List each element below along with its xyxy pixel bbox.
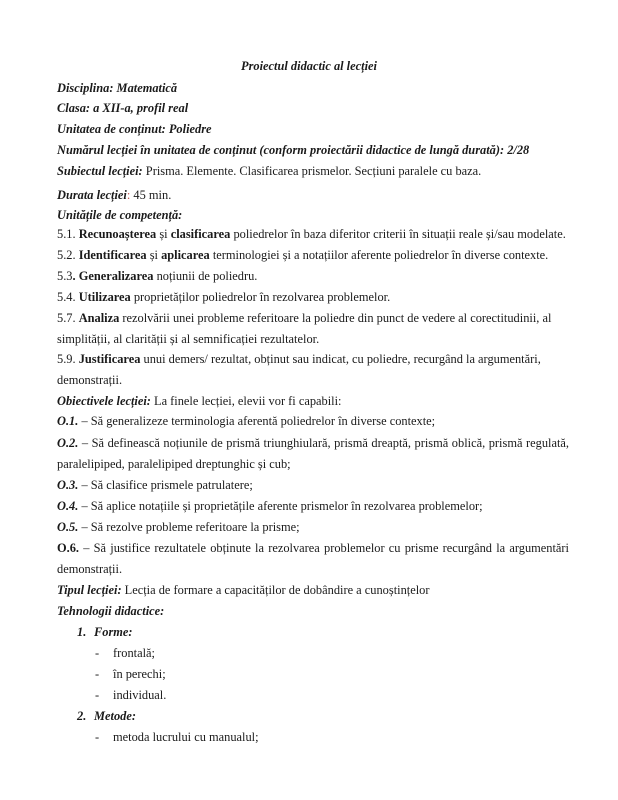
objectives-label: Obiectivele lecției: xyxy=(57,394,151,408)
lesson-duration xyxy=(57,187,171,203)
competence-text: unui demers/ rezultat, obținut sau indicat, cu poliedre, recurgând la argumentări, xyxy=(140,352,541,366)
objective-item xyxy=(57,498,483,514)
list-item: metoda lucrului cu manualul; xyxy=(113,730,259,744)
group-label-methods: Metode: xyxy=(94,709,136,723)
objectives-intro-text: La finele lecției, elevii vor fi capabili: xyxy=(150,394,342,408)
technologies-heading: Tehnologii didactice: xyxy=(57,604,165,618)
objective-item xyxy=(57,413,435,429)
field-class: Clasa: a XII-a, profil real xyxy=(57,101,189,115)
field-content-unit: Unitatea de conținut: Poliedre xyxy=(57,122,212,136)
objective-item xyxy=(57,435,569,451)
field-discipline: Disciplina: Matematică xyxy=(57,81,178,95)
competence-text: proprietăților poliedrelor în rezolvarea problemelor. xyxy=(130,290,391,304)
lesson-duration-value: 45 min. xyxy=(130,188,172,202)
competence-text: și xyxy=(156,227,171,241)
bullet-dash: - xyxy=(95,730,100,744)
objective-text: – Să clasifice prismele patrulatere; xyxy=(78,478,253,492)
lesson-type-value: Lecția de formare a capacităților de dobândire a cunoștințelor xyxy=(121,583,430,597)
objective-item xyxy=(57,540,569,556)
competence-number: 5.3 xyxy=(57,269,73,283)
competence-number: 5.2. xyxy=(57,248,79,262)
objective-code: O.2. xyxy=(57,436,79,450)
competence-number: 5.4. xyxy=(57,290,79,304)
bullet-dash: - xyxy=(95,646,100,660)
list-item: frontală; xyxy=(113,646,155,660)
document-title: Proiectul didactic al lecției xyxy=(241,59,377,73)
competence-continuation: demonstrații. xyxy=(57,373,123,387)
competence-item xyxy=(57,351,541,367)
competence-number: 5.1. xyxy=(57,227,79,241)
competence-text: noțiunii de poliedru. xyxy=(153,269,258,283)
list-item: în perechi; xyxy=(113,667,166,681)
competence-text: rezolvării unei probleme referitoare la poliedre din punct de vedere al corectitudinii, al xyxy=(119,311,552,325)
objective-text: – Să definească noțiunile de prismă triunghiulară, prismă dreaptă, prismă oblică, prismă regulată, xyxy=(78,436,569,450)
field-lesson-number: Numărul lecției în unitatea de conținut (conform proiectării didactice de lungă durată): 2/28 xyxy=(57,143,530,157)
list-item: individual. xyxy=(113,688,167,702)
group-number: 2. xyxy=(77,709,87,723)
objective-item xyxy=(57,477,253,493)
lesson-type xyxy=(57,582,429,598)
competence-item xyxy=(57,289,390,305)
objective-text: – Să generalizeze terminologia aferentă poliedrelor în diverse contexte; xyxy=(78,414,436,428)
competences-heading: Unitățile de competență: xyxy=(57,208,183,222)
competence-keyword: Identificarea xyxy=(78,248,147,262)
lesson-type-label: Tipul lecției: xyxy=(57,583,122,597)
objective-text: – Să aplice notațiile și proprietățile aferente prismelor în rezolvarea problemelor; xyxy=(78,499,483,513)
competence-number: 5.7. xyxy=(57,311,79,325)
objective-text: – Să justifice rezultatele obținute la rezolvarea problemelor cu prisme recurgând la argumentări xyxy=(79,541,569,555)
competence-text: și xyxy=(146,248,162,262)
objective-code: O.1. xyxy=(57,414,79,428)
competence-keyword: Analiza xyxy=(78,311,120,325)
competence-keyword: Justificarea xyxy=(78,352,141,366)
lesson-duration-label: Durata lecției xyxy=(57,188,127,202)
group-label-forms: Forme: xyxy=(94,625,133,639)
objective-continuation: paralelipiped, paralelipiped dreptunghic și cub; xyxy=(57,457,291,471)
bullet-dash: - xyxy=(95,667,100,681)
objective-continuation: demonstrații. xyxy=(57,562,123,576)
competence-number: 5.9. xyxy=(57,352,79,366)
objective-code: O.5. xyxy=(57,520,79,534)
competence-text: terminologiei și a notațiilor aferente poliedrelor în diverse contexte. xyxy=(209,248,549,262)
lesson-subject-value: Prisma. Elemente. Clasificarea prismelor. Secțiuni paralele cu baza. xyxy=(142,164,482,178)
competence-text: poliedrelor în baza diferitor criterii în situații reale și/sau modelate. xyxy=(230,227,566,241)
objective-code: O.4. xyxy=(57,499,79,513)
objective-text: – Să rezolve probleme referitoare la prisme; xyxy=(78,520,300,534)
competence-keyword: aplicarea xyxy=(161,248,210,262)
competence-item xyxy=(57,268,257,284)
bullet-dash: - xyxy=(95,688,100,702)
competence-keyword: Utilizarea xyxy=(78,290,131,304)
lesson-subject xyxy=(57,163,481,179)
competence-item xyxy=(57,310,551,326)
group-number: 1. xyxy=(77,625,87,639)
competence-continuation: simplității, al clarității și al semnificației rezultatelor. xyxy=(57,332,320,346)
objective-item xyxy=(57,519,300,535)
objectives-intro xyxy=(57,393,342,409)
competence-item xyxy=(57,226,566,242)
lesson-subject-label: Subiectul lecției: xyxy=(57,164,143,178)
competence-keyword: . Generalizarea xyxy=(72,269,154,283)
objective-code: O.3. xyxy=(57,478,79,492)
competence-keyword: Recunoașterea xyxy=(78,227,157,241)
competence-keyword: clasificarea xyxy=(170,227,231,241)
lesson-duration-colon: : xyxy=(126,188,131,202)
objective-code: O.6. xyxy=(57,541,80,555)
competence-item xyxy=(57,247,548,263)
